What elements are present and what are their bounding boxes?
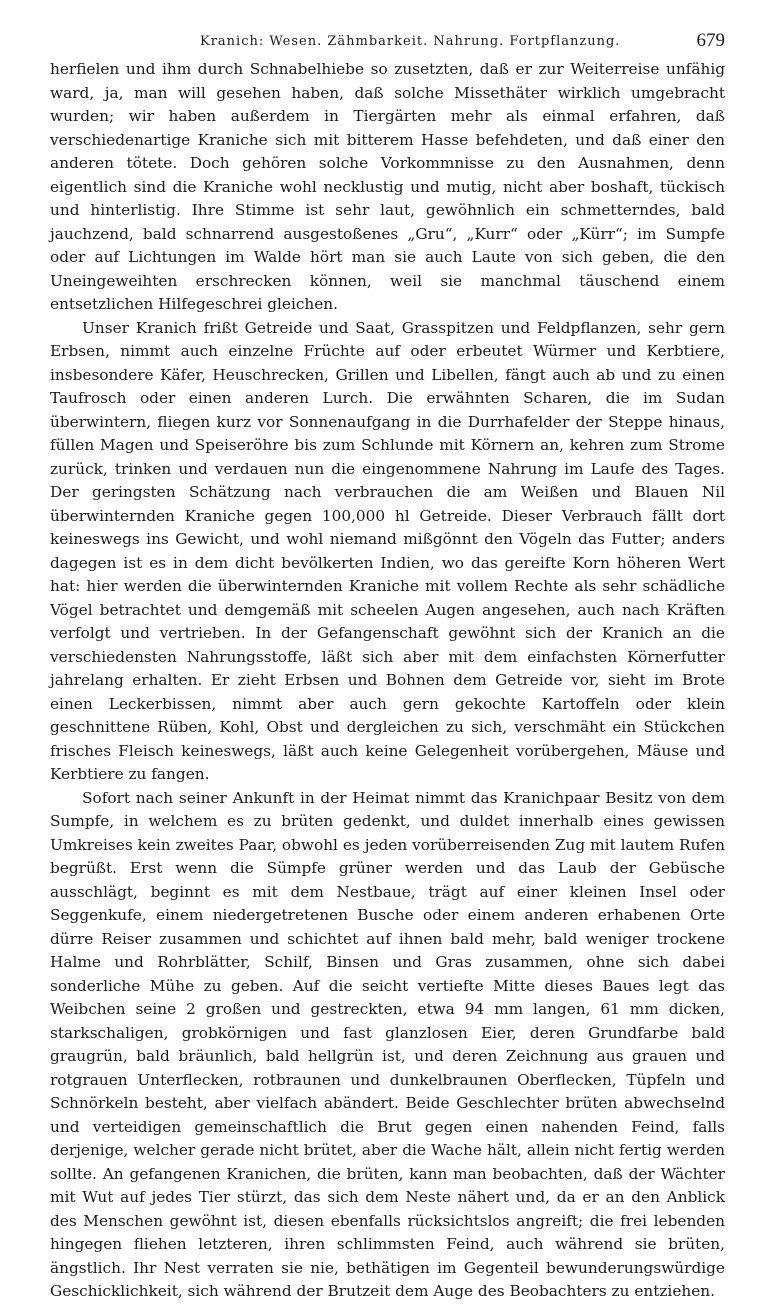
paragraph-nahrung: Unser Kranich frißt Getreide und Saat, Grasspitzen und Feldpflanzen, sehr gern Erbsen, nimmt auch einzelne Früchte auf oder erbeutet Würmer und Kerbtiere, insbesondere Käfer, Heuschrecken, Grillen und Libellen, fängt auch ab und zu einen Taufrosch oder einen anderen Lurch. Die erwähnten Scharen, die im Sudan überwintern, fliegen kurz vor Sonnenaufgang in die Durrhafelder der Steppe hinaus, füllen Magen und Speiseröhre bis zum Schlunde mit Körnern an, kehren zum Strome zurück, trinken und verdauen nun die eingenommene Nahrung im Laufe des Tages. Der geringsten Schätzung nach verbrauchen die am Weißen und Blauen Nil überwinternden Kraniche gegen 100,000 hl Getreide. Dieser Verbrauch fällt dort keineswegs ins Gewicht, und wohl niemand mißgönnt den Vögeln das Futter; anders dagegen ist es in dem dicht bevölkerten Indien, wo das gereifte Korn höheren Wert hat: hier werden die überwinternden Kraniche mit vollem Rechte als sehr schädliche Vögel betrachtet und demgemäß mit scheelen Augen angesehen, auch nach Kräften verfolgt und vertrieben. In der Gefangenschaft gewöhnt sich der Kranich an die verschiedensten Nahrungsstoffe, läßt sich aber mit dem einfachsten Körnerfutter jahrelang erhalten. Er zieht Erbsen und Bohnen dem Getreide vor, sieht im Brote einen Leckerbissen, nimmt aber auch gern gekochte Kartoffeln oder klein geschnittene Rüben, Kohl, Obst und dergleichen zu sich, verschmäht ein Stückchen frisches Fleisch keineswegs, läßt auch keine Gelegenheit vorübergehen, Mäuse und Kerbtiere zu fangen. xyxy=(50,318,725,783)
running-title: Kranich: Wesen. Zähmbarkeit. Nahrung. Fortpflanzung. xyxy=(200,34,621,49)
paragraph-fortpflanzung: Sofort nach seiner Ankunft in der Heimat nimmt das Kranichpaar Besitz von dem Sumpfe, in welchem es zu brüten gedenkt, und duldet innerhalb eines gewissen Umkreises kein zweites Paar, obwohl es jeden vorüberreisenden Zug mit lautem Rufen begrüßt. Erst wenn die Sümpfe grüner werden und das Laub der Gebüsche ausschlägt, beginnt es mit dem Nestbaue, trägt auf einer kleinen Insel oder Seggenkufe, einem niedergetretenen Busche oder einem anderen erhabenen Orte dürre Reiser zusammen und schichtet auf ihnen bald mehr, bald weniger trockene Halme und Rohrblätter, Schilf, Binsen und Gras zusammen, ohne sich dabei sonderliche Mühe zu geben. Auf die seicht vertiefte Mitte dieses Baues legt das Weibchen seine 2 großen und gestreckten, etwa 94 mm langen, 61 mm dicken, starkschaligen, grobkörnigen und fast glanzlosen Eier, deren Grundfarbe bald graugrün, bald bräunlich, bald hellgrün ist, und deren Zeichnung aus grauen und rotgrauen Unterflecken, rotbraunen und dunkelbraunen Oberflecken, Tüpfeln und Schnörkeln besteht, aber vielfach abändert. Beide Geschlechter brüten abwechselnd und verteidigen gemeinschaftlich die Brut gegen einen nahenden Feind, falls derjenige, welcher gerade nicht brütet, aber die Wache hält, allein nicht fertig werden sollte. An gefangenen Kranichen, die brüten, kann man beobachten, daß der Wächter mit Wut auf jedes Tier stürzt, das sich dem Neste nähert und, da er an den Anblick des Menschen gewöhnt ist, diesen ebenfalls rücksichtslos angreift; die frei lebenden hingegen fliehen letzteren, ihren schlimmsten Feind, auch während sie brüten, ängstlich. Ihr Nest verraten sie nie, bethätigen im Gegenteil bewunderungswürdige Geschicklichkeit, sich während der Brutzeit dem Auge des Beobachters zu entziehen. xyxy=(50,788,725,1300)
paragraph-continuation: herfielen und ihm durch Schnabelhiebe so zusetzten, daß er zur Weiterreise unfähig ward, ja, man will gesehen haben, daß solche Missethäter wirklich umgebracht wurden; wir haben außerdem in Tiergärten mehr als einmal erfahren, daß verschiedenartige Kraniche sich mit bitterem Hasse befehdeten, und daß einer den anderen tötete. Doch gehören solche Vorkommnisse zu den Ausnahmen, denn eigentlich sind die Kraniche wohl necklustig und mutig, nicht aber boshaft, tückisch und hinterlistig. Ihre Stimme ist sehr laut, gewöhnlich ein schmetterndes, bald jauchzend, bald schnarrend ausgestoßenes „Gru“, „Kurr“ oder „Kürr“; im Sumpfe oder auf Lichtungen im Walde hört man sie auch Laute von sich geben, die den Uneingeweihten erschrecken können, weil sie manchmal täuschend einem entsetzlichen Hilfegeschrei gleichen. xyxy=(50,60,725,313)
body-text xyxy=(50,58,725,1304)
book-page xyxy=(50,30,725,1304)
page-number: 679 xyxy=(696,30,725,51)
running-head xyxy=(50,30,725,54)
